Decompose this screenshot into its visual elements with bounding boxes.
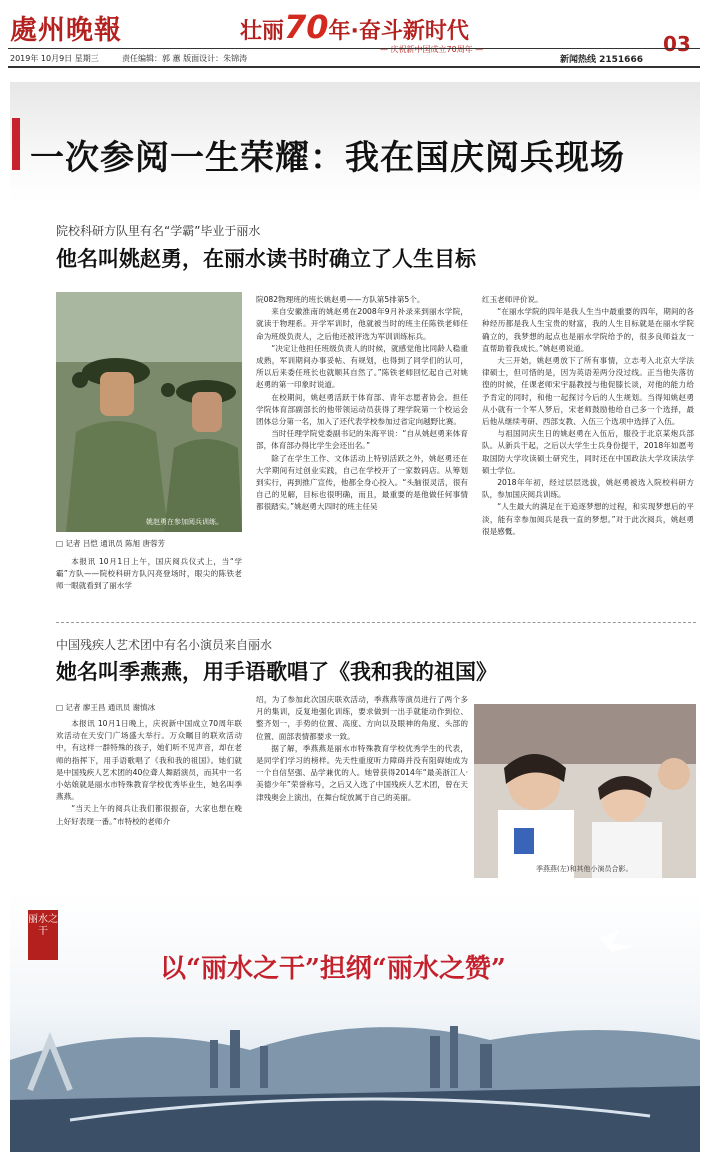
story1-column-1 bbox=[56, 556, 242, 606]
banner-subtitle: — 庆祝新中国成立70周年 — bbox=[380, 45, 484, 54]
issue-date: 2019年 10月9日 星期三 bbox=[10, 54, 99, 63]
masthead-rule-bottom bbox=[8, 66, 700, 68]
paragraph: 当时任理学院党委副书记的朱海平说：“自从姚赵勇来体育部，体育部办得比学生会还出名。” bbox=[256, 429, 468, 451]
story2-headline: 她名叫季燕燕，用手语歌唱了《我和我的祖国》 bbox=[56, 660, 497, 684]
hero-accent-bar bbox=[12, 118, 20, 170]
paragraph: 与祖国同庆生日的姚赵勇在入伍后，服役于北京某炮兵部队。从新兵干起，之后以大学生士兵身份提干，2018年如愿考取国防大学攻读硕士研究生，同时还在中国政法大学攻读法学硕士学位。 bbox=[482, 429, 694, 475]
ad-logo: 丽水之干 bbox=[28, 910, 58, 960]
story1-photo bbox=[56, 292, 242, 532]
paragraph: 据了解，季燕燕是丽水市特殊教育学校优秀学生的代表，是同学们学习的榜样。先天性重度听力障碍并没有阻碍她成为一个自信坚强、品学兼优的人。她曾获得2014年“最美浙江人·美德少年”荣誉称号，之后又入选了中国残疾人艺术团，曾在天津残奥会上演出，在舞台绽放属于自己的美丽。 bbox=[256, 743, 468, 802]
paragraph: 本报讯 10月1日晚上，庆祝新中国成立70周年联欢活动在天安门广场盛大举行。万众瞩目的联欢活动中，有这样一群特殊的孩子，她们听不见声音，却在老师的指挥下，用手语歌唱了《我和我的祖国》。她们就是中国残疾人艺术团的40位聋人舞蹈演员，而其中一名小姑娘就是丽水市特殊教育学校优秀毕业生，她名叫季燕燕。 bbox=[56, 719, 242, 802]
paragraph: 在校期间，姚赵勇活跃于体育部、青年志愿者协会。担任学院体育部副部长的他带领运动员获得了理学院第一个校运会团体总分第一名，加入了还代表学校参加过省定向越野比赛。 bbox=[256, 392, 468, 427]
news-hotline: 新闻热线 2151666 bbox=[560, 55, 643, 65]
paragraph: 院082物理班的班长姚赵勇——方队第5排第5个。 bbox=[256, 295, 425, 304]
paragraph: 大三开始，姚赵勇放下了所有事情，立志考入北京大学法律硕士，但可惜的是，因为英语差两分没过线。正当他失落彷徨的时候，任课老师宋宇磊教授与他促膝长谈，对他的能力给予肯定的同时，和他一起探讨今后的人生规划。当得知姚赵勇从小就有一个军人梦后，宋老师鼓励他给自己多一个选择，最后他从继续考研、西部支教、入伍三个选项中选择了入伍。 bbox=[482, 356, 694, 427]
paragraph: 除了在学生工作、文体活动上特别活跃之外，姚赵勇还在大学期间有过创业实践，自己在学校开了一家数码店。从筹划到实行，再到推广宣传，他都全身心投入。“头脑很灵活，很有自己的见解，目标也很明确，而且，最重要的是他做任何事情都很踏实。”姚赵勇大四时的班主任吴 bbox=[256, 453, 468, 512]
soldiers-illustration bbox=[56, 292, 242, 532]
paragraph: “当天上午的阅兵让我们都很振奋，大家也想在晚上好好表现一番。”市特校的老师介 bbox=[56, 804, 242, 826]
story-divider bbox=[56, 622, 696, 623]
ad-banner bbox=[10, 890, 700, 1152]
story2-byline: □ 记者 廖王昌 通讯员 谢慎冰 bbox=[56, 703, 156, 712]
anniversary-banner bbox=[240, 8, 469, 46]
banner-suffix: 年·奋斗新时代 bbox=[328, 19, 469, 44]
newspaper-logo: 處州晚報 bbox=[10, 15, 122, 46]
story1-column-2 bbox=[256, 294, 468, 606]
story2-column-2 bbox=[256, 694, 468, 866]
editor-credits: 责任编辑：郭 蕙 版面设计：朱锦涛 bbox=[122, 54, 248, 63]
performers-illustration bbox=[474, 704, 696, 878]
city-skyline-illustration bbox=[10, 890, 700, 1152]
story1-column-3 bbox=[482, 294, 694, 606]
banner-70-mark: 70 bbox=[284, 8, 329, 46]
story2-kicker: 中国残疾人艺术团中有名小演员来自丽水 bbox=[56, 638, 273, 652]
paragraph: 来自安徽淮南的姚赵勇在2008年9月补录来到丽水学院，就读于物理系。开学军训时，他就被当时的班主任陈铁老师任命为班级负责人，之后他还被评选为军训训练标兵。 bbox=[256, 307, 468, 341]
paragraph: 红玉老师评价说。 bbox=[482, 295, 543, 304]
story1-photo-caption: 姚赵勇在参加阅兵训练。 bbox=[146, 518, 223, 526]
story1-kicker: 院校科研方队里有名“学霸”毕业于丽水 bbox=[56, 224, 261, 238]
ad-title: 以“丽水之干”担纲“丽水之赞” bbox=[160, 954, 506, 984]
story2-photo-caption: 季燕燕(左)和其他小演员合影。 bbox=[536, 865, 633, 873]
story1-headline: 他名叫姚赵勇，在丽水读书时确立了人生目标 bbox=[56, 247, 476, 271]
story1-byline: □ 记者 吕恺 通讯员 陈旭 唐蓉芳 bbox=[56, 539, 166, 548]
paragraph: “在丽水学院的四年是我人生当中最重要的四年，期间的各种经历都是我人生宝贵的财富，我的人生目标就是在丽水学院确立的，我梦想的起点也是丽水学院给予的，很多良师益友一直帮助着我成长。”姚赵勇说道。 bbox=[482, 307, 694, 353]
banner-prefix: 壮丽 bbox=[240, 19, 285, 44]
masthead-rule bbox=[8, 48, 700, 49]
page-title: 一次参阅一生荣耀：我在国庆阅兵现场 bbox=[30, 138, 625, 178]
paragraph: 本报讯 10月1日上午，国庆阅兵仪式上，当“学霸”方队——院校科研方队闪亮登场时，眼尖的陈铁老师一眼就看到了丽水学 bbox=[56, 557, 242, 591]
page-number: 03 bbox=[663, 32, 691, 56]
story2-column-1 bbox=[56, 718, 242, 866]
paragraph: 绍，为了参加此次国庆联欢活动，季燕燕等演员进行了两个多月的集训，反复地强化训练，要求做到一出手就能动作到位、整齐划一，手势的位置、高度、方向以及眼神的角度、头部的位置、面部表情都要求一致。 bbox=[256, 695, 468, 741]
paragraph: “决定让他担任班级负责人的时候，就感觉他比同龄人稳重成熟，军训期间办事妥帖、有规划，也得到了同学们的认可，所以后来委任班长也就顺其自然了。”陈铁老师回忆起自己对姚赵勇的第一印象时说道。 bbox=[256, 343, 468, 390]
paragraph: “人生最大的满足在于追逐梦想的过程，和实现梦想后的平淡，能有幸参加阅兵是我一直的梦想。”对于此次阅兵，姚赵勇很是感慨。 bbox=[482, 502, 694, 536]
story2-photo bbox=[474, 704, 696, 878]
paragraph: 2018年年初，经过层层选拔，姚赵勇被选入院校科研方队，参加国庆阅兵训练。 bbox=[482, 478, 694, 500]
